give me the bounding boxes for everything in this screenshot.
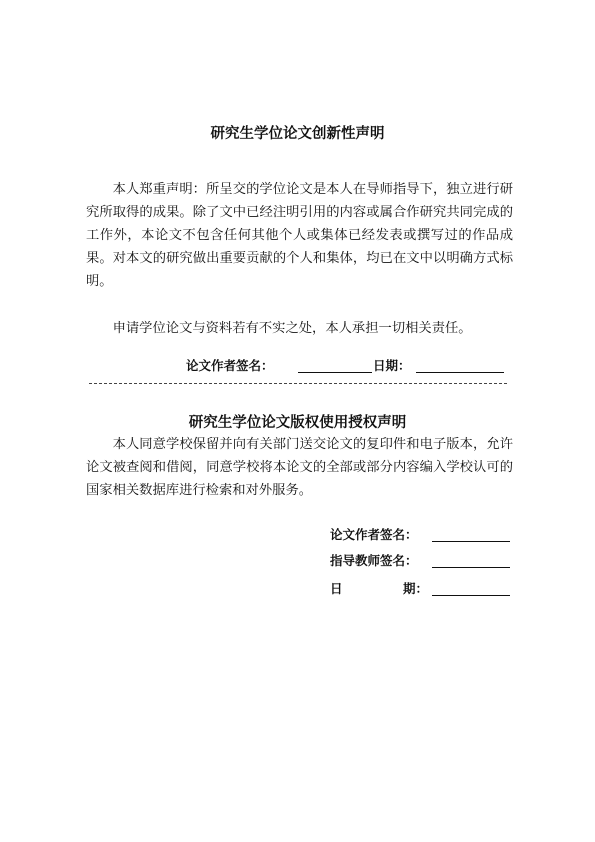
advisor-signature-row — [330, 551, 520, 571]
author-signature-field[interactable] — [298, 358, 372, 373]
authorization-date-field[interactable] — [432, 581, 510, 596]
declaration-signature-row — [0, 356, 595, 376]
authorization-author-signature-label: 论文作者签名： — [330, 527, 418, 542]
declaration-paragraph-1: 本人郑重声明：所呈交的学位论文是本人在导师指导下，独立进行研究所取得的成果。除了文中已经注明引用的内容或属合作研究共同完成的工作外，本论文不包含任何其他个人或集体已经发表或撰写过的作品成果。对本文的研究做出重要贡献的个人和集体，均已在文中以明确方式标明。 — [86, 182, 513, 289]
date-label-char-1: 日 — [330, 581, 343, 596]
authorization-paragraph: 本人同意学校保留并向有关部门送交论文的复印件和电子版本，允许论文被查阅和借阅，同意学校将本论文的全部或部分内容编入学校认可的国家相关数据库进行检索和对外服务。 — [86, 437, 513, 498]
date-field[interactable] — [416, 358, 504, 373]
authorization-date-row — [330, 579, 520, 599]
author-signature-label: 论文作者签名： — [186, 358, 274, 373]
authorization-author-signature-row — [330, 525, 520, 545]
advisor-signature-field[interactable] — [432, 553, 510, 568]
authorization-author-signature-field[interactable] — [432, 527, 510, 542]
date-label-char-2: 期： — [403, 581, 429, 596]
date-label: 日期： — [373, 358, 411, 373]
declaration-title: 研究生学位论文创新性声明 — [210, 126, 385, 142]
section-divider — [89, 383, 507, 384]
advisor-signature-label: 指导教师签名： — [330, 553, 418, 568]
authorization-title: 研究生学位论文版权使用授权声明 — [188, 415, 407, 431]
declaration-paragraph-2: 申请学位论文与资料若有不实之处，本人承担一切相关责任。 — [112, 321, 472, 336]
